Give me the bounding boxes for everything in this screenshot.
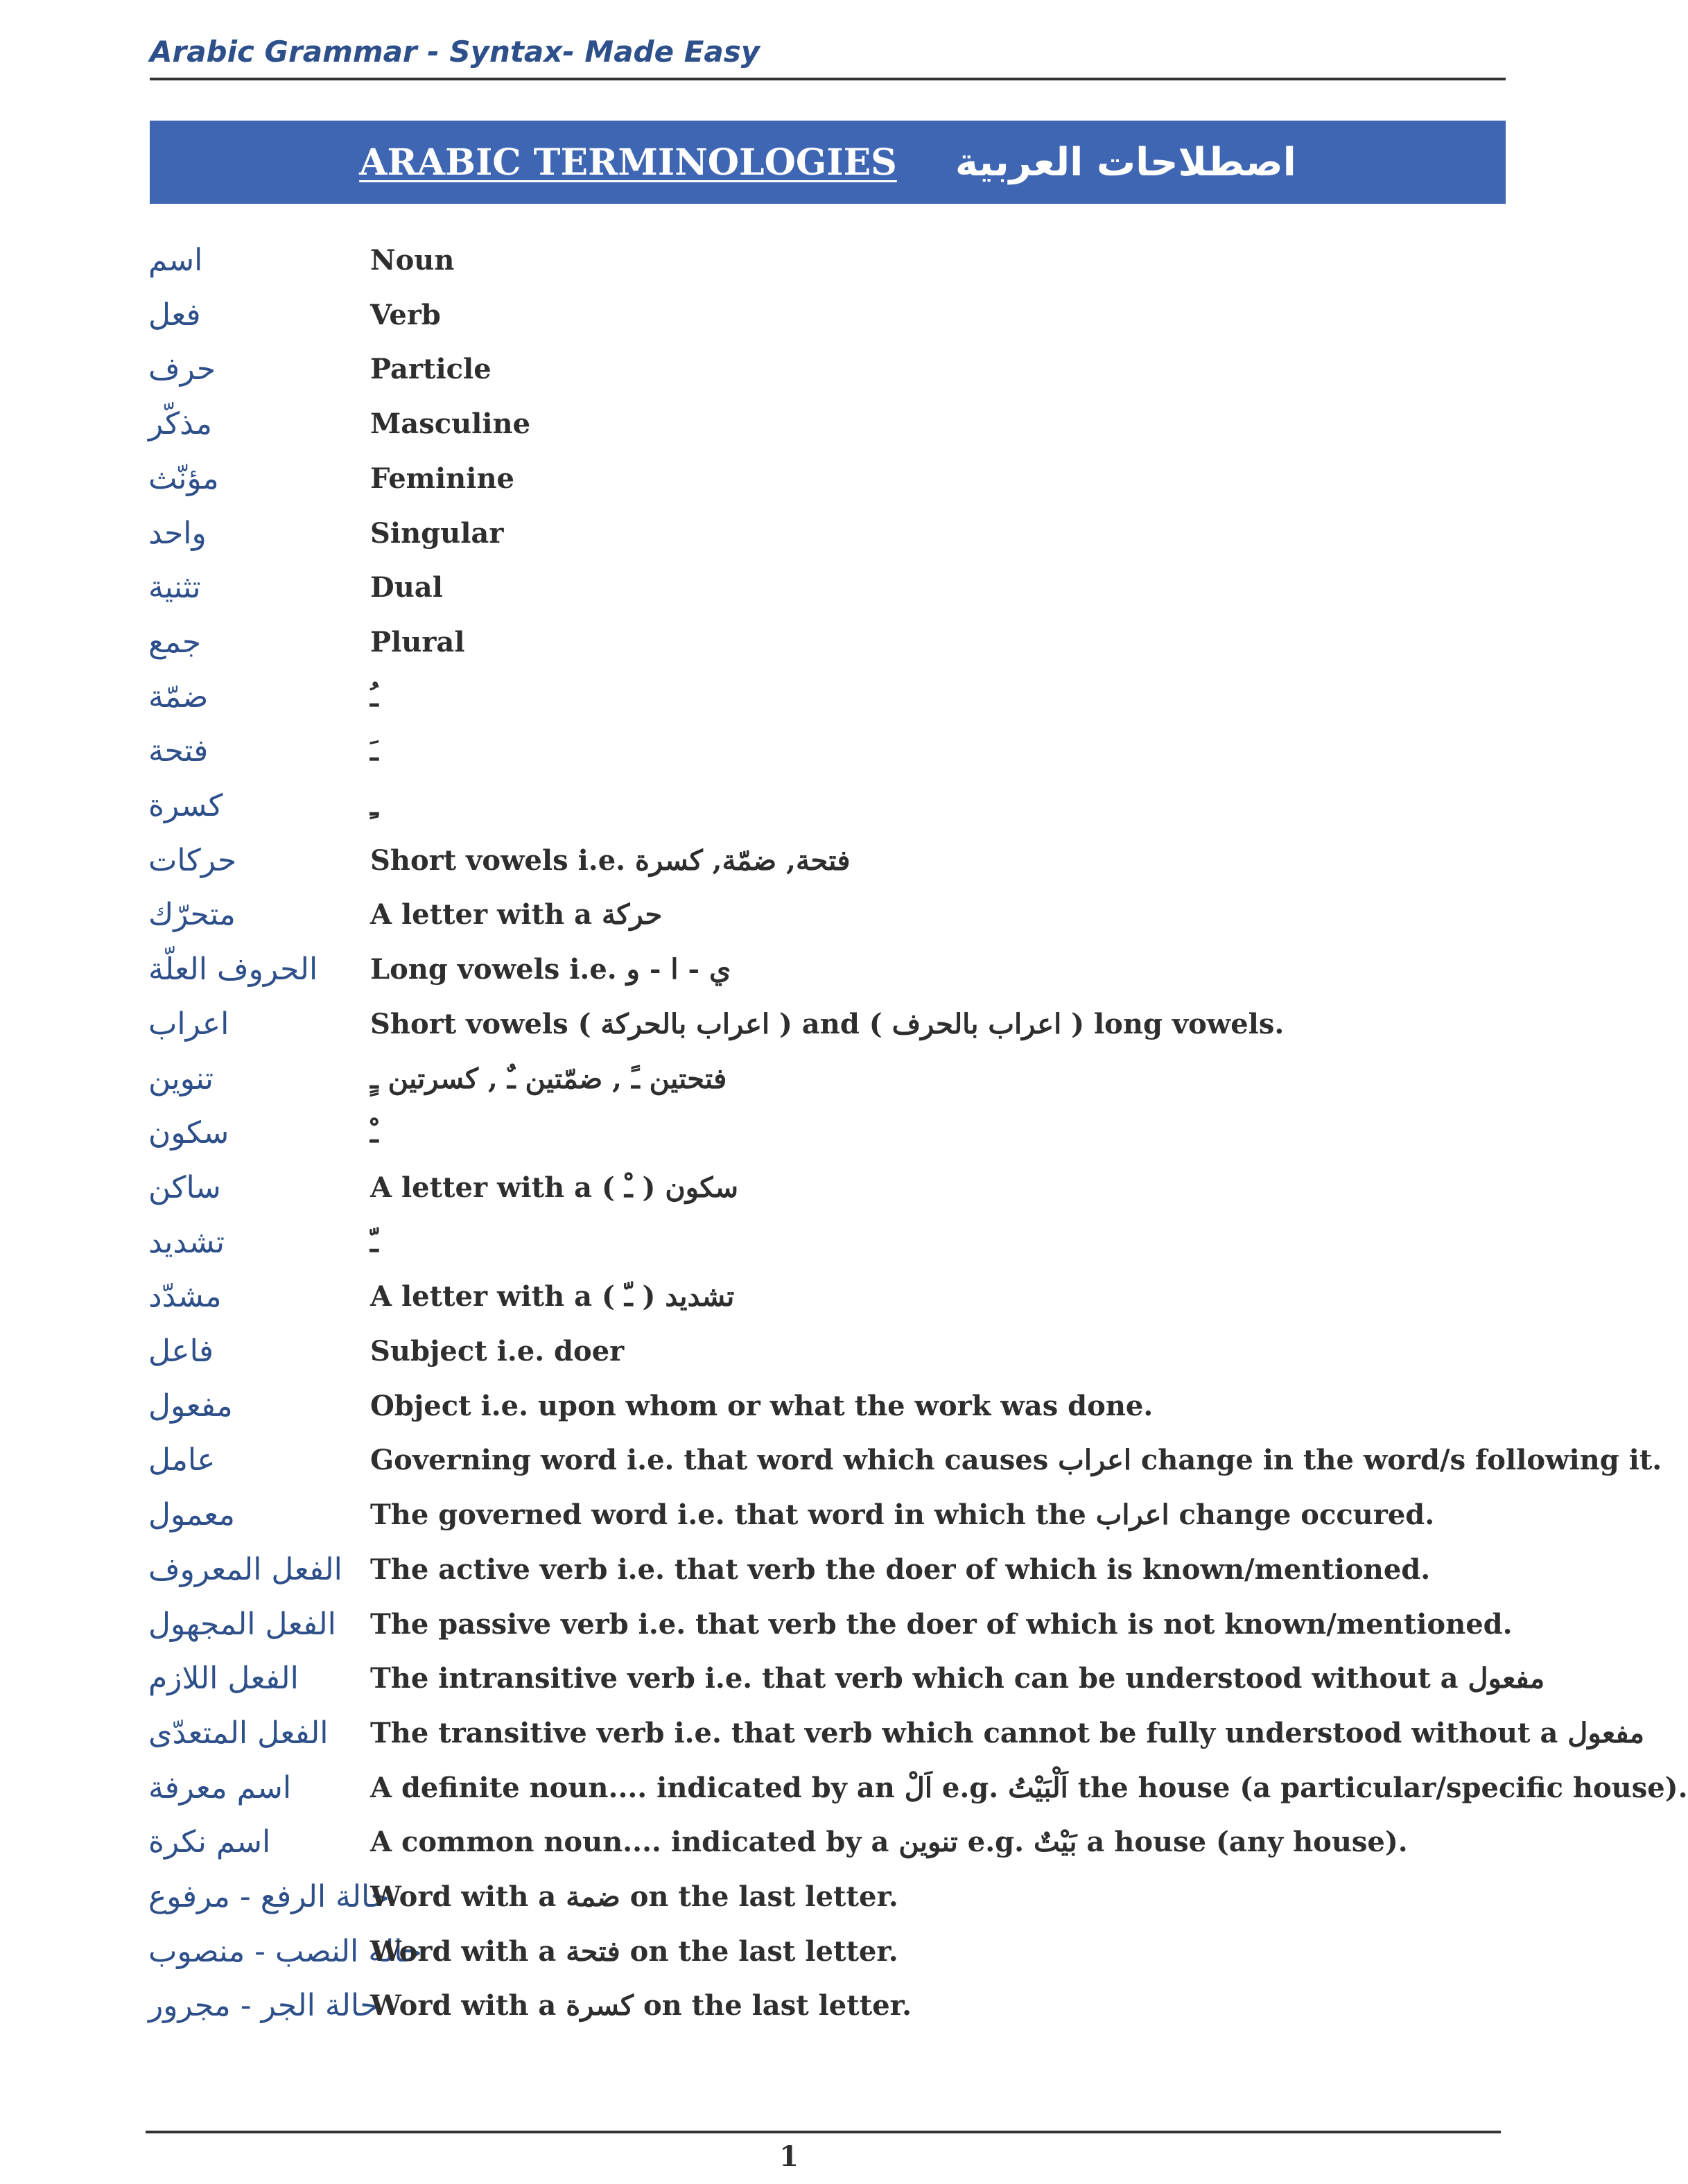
term-arabic: الحروف العلّة: [148, 952, 318, 987]
term-definition: Feminine: [370, 462, 514, 495]
term-definition: ـْ: [370, 1117, 379, 1149]
term-definition: Verb: [370, 299, 441, 331]
term-arabic: مذكّر: [148, 406, 212, 442]
term-row: [0, 1381, 1578, 1436]
term-definition: The passive verb i.e. that verb the doer of which is not known/mentioned.: [370, 1608, 1513, 1641]
term-row: [0, 781, 1578, 836]
banner-title-english: ARABIC TERMINOLOGIES: [359, 141, 897, 184]
term-arabic: حالة الرفع - مرفوع: [148, 1879, 390, 1914]
term-definition: The active verb i.e. that verb the doer of which is known/mentioned.: [370, 1553, 1431, 1586]
term-row: [0, 290, 1578, 345]
term-definition: ـّ: [370, 1226, 379, 1259]
term-definition: Word with a فتحة on the last letter.: [370, 1935, 898, 1968]
term-arabic: متحرّك: [148, 897, 236, 932]
term-definition: Subject i.e. doer: [370, 1335, 625, 1368]
section-banner: [150, 121, 1506, 204]
term-arabic: ضمّة: [148, 679, 209, 715]
term-row: [0, 236, 1578, 290]
term-row: [0, 1435, 1662, 1490]
term-arabic: واحد: [148, 516, 207, 551]
page-number: 1: [779, 2140, 799, 2173]
term-definition: Word with a ضمة on the last letter.: [370, 1880, 898, 1913]
term-arabic: حالة الجر - مجرور: [148, 1988, 379, 2023]
term-arabic: مفعول: [148, 1388, 233, 1424]
term-definition: Dual: [370, 571, 443, 604]
term-arabic: الفعل المتعدّى: [148, 1715, 329, 1751]
term-row: [0, 1872, 1578, 1927]
term-definition: Governing word i.e. that word which causes اعراب change in the word/s following it.: [370, 1444, 1662, 1476]
term-arabic: جمع: [148, 624, 202, 660]
term-definition: ـِ: [370, 789, 379, 822]
header-divider: [150, 78, 1506, 80]
term-definition: Noun: [370, 244, 455, 277]
term-row: [0, 1272, 1578, 1327]
term-arabic: اسم معرفة: [148, 1770, 292, 1806]
term-row: [0, 836, 1578, 891]
term-definition: Long vowels i.e. ي - ا - و: [370, 953, 731, 986]
term-arabic: معمول: [148, 1497, 235, 1532]
term-arabic: حركات: [148, 843, 237, 878]
term-row: [0, 1490, 1578, 1545]
term-row: [0, 1654, 1578, 1709]
term-arabic: تشديد: [148, 1225, 225, 1260]
term-arabic: الفعل المجهول: [148, 1607, 336, 1642]
term-definition: Object i.e. upon whom or what the work was done.: [370, 1390, 1154, 1422]
term-definition: A letter with a تشديد ( ـّ ): [370, 1280, 735, 1313]
term-arabic: اسم نكرة: [148, 1824, 271, 1860]
term-row: [0, 1163, 1578, 1218]
term-definition: The intransitive verb i.e. that verb which can be understood without a مفعول: [370, 1662, 1545, 1695]
term-arabic: مؤنّث: [148, 461, 219, 496]
term-row: [0, 945, 1578, 999]
term-row: [0, 726, 1578, 781]
term-definition: A letter with a سكون ( ـْ ): [370, 1171, 738, 1204]
term-row: [0, 1545, 1578, 1600]
term-definition: Word with a كسرة on the last letter.: [370, 1989, 912, 2022]
term-arabic: سكون: [148, 1115, 229, 1151]
term-row: [0, 672, 1578, 727]
running-header-title: Arabic Grammar - Syntax- Made Easy: [150, 35, 760, 69]
term-arabic: فاعل: [148, 1334, 214, 1369]
term-arabic: ساكن: [148, 1170, 221, 1205]
term-row: [0, 509, 1578, 564]
term-definition: Singular: [370, 517, 504, 550]
term-definition: Short vowels i.e. فتحة, ضمّة, كسرة: [370, 844, 851, 877]
term-arabic: فعل: [148, 297, 201, 333]
term-row: [0, 344, 1578, 399]
term-arabic: عامل: [148, 1442, 216, 1478]
term-definition: A common noun.... indicated by a تنوين e.g. بَيْتٌ a house (any house).: [370, 1826, 1408, 1858]
term-arabic: الفعل اللازم: [148, 1661, 299, 1696]
term-row: [0, 1709, 1644, 1763]
term-row: [0, 618, 1578, 672]
term-arabic: حالة النصب - منصوب: [148, 1934, 422, 1969]
term-definition: ـُ: [370, 681, 379, 713]
term-definition: ـَ: [370, 735, 379, 767]
footer-divider: [146, 2131, 1501, 2133]
term-arabic: الفعل المعروف: [148, 1552, 342, 1587]
term-arabic: اسم: [148, 243, 203, 278]
term-row: [0, 1817, 1578, 1872]
term-arabic: كسرة: [148, 788, 223, 823]
term-definition: The transitive verb i.e. that verb which cannot be fully understood without a مفعول: [370, 1717, 1644, 1749]
term-arabic: اعراب: [148, 1006, 229, 1042]
term-row: [0, 1981, 1578, 2036]
term-arabic: تنوين: [148, 1061, 214, 1097]
term-definition: A definite noun.... indicated by an اَلْ e.g. اَلْبَيْتُ the house (a particular/specific house).: [370, 1772, 1688, 1804]
term-row: [0, 563, 1578, 618]
term-definition: Plural: [370, 626, 465, 658]
term-arabic: فتحة: [148, 733, 209, 769]
term-definition: Particle: [370, 353, 491, 385]
term-definition: فتحتين ـً , ضمّتين ـٌ , كسرتين ـٍ: [370, 1063, 727, 1095]
term-row: [0, 1327, 1578, 1381]
term-definition: A letter with a حركة: [370, 898, 663, 931]
term-arabic: مشدّد: [148, 1279, 222, 1314]
term-row: [0, 1763, 1688, 1818]
term-definition: The governed word i.e. that word in which the اعراب change occured.: [370, 1499, 1435, 1531]
term-arabic: تثنية: [148, 570, 201, 605]
term-row: [0, 1054, 1578, 1109]
banner-title-arabic: اصطلاحات العربية: [955, 139, 1296, 185]
term-row: [0, 399, 1578, 454]
term-row: [0, 1108, 1578, 1163]
term-arabic: حرف: [148, 351, 216, 387]
term-row: [0, 1600, 1578, 1654]
term-definition: Short vowels ( اعراب بالحركة ) and ( اعراب بالحرف ) long vowels.: [370, 1008, 1285, 1040]
term-row: [0, 454, 1578, 509]
term-row: [0, 1927, 1578, 1982]
term-row: [0, 890, 1578, 945]
term-row: [0, 1218, 1578, 1273]
term-row: [0, 999, 1578, 1054]
term-definition: Masculine: [370, 408, 531, 440]
